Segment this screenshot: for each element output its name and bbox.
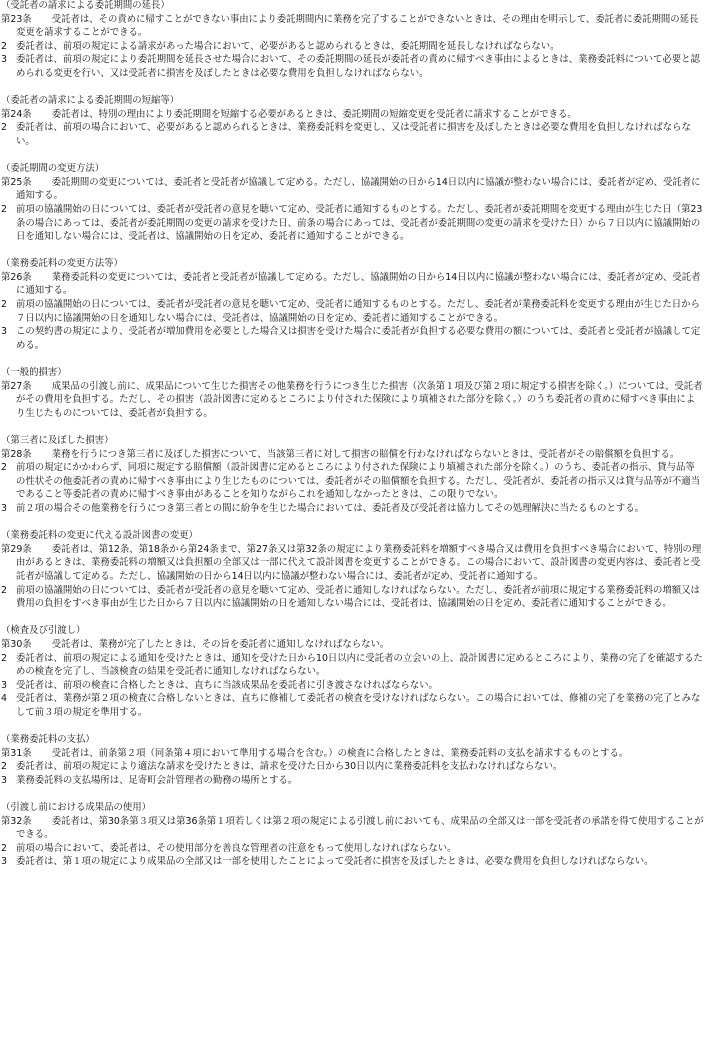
paragraph	[1, 774, 704, 788]
paragraph	[1, 325, 704, 352]
paragraph-number: 3	[1, 679, 7, 691]
paragraph	[1, 855, 704, 869]
article-text: 成果品の引渡し前に、成果品について生じた損害その他業務を行うにつき生じた損害（次条第１項及び第２項に規定する損害を除く。）については、受託者がその費用を負担する。ただし、その損害（設計図書に定めるところにより付された保険により填補された部分を除く。）のうち委託者の責めに帰すべき事由により生じたものについては、委託者が負担する。	[16, 380, 703, 419]
paragraph-number: 2	[1, 203, 7, 215]
article-number: 第27条	[1, 380, 32, 392]
paragraph-text: 前項の規定にかかわらず、同項に規定する賠償額（設計図書に定めるところにより付された保険により填補された部分を除く。）のうち、委託者の指示、貸与品等の性状その他委託者の責めに帰すべき事由により生じたものについては、委託者がその賠償額を負担する。ただし、受託者が、委託者の指示又は貸与品等が不適当であること等委託者の責めに帰すべき事由があることを知りながらこれを通知しなかったときは、この限りでない。	[16, 462, 701, 501]
paragraph-text: 委託者は、前項の規定による通知を受けたときは、通知を受けた日から10日以内に受託者の立会いの上、設計図書に定めるところにより、業務の完了を確認するための検査を完了し、当該検査の結果を受託者に通知しなければならない。	[16, 652, 703, 678]
article-number: 第23条	[1, 13, 32, 25]
paragraph	[1, 652, 704, 679]
paragraph-number: 2	[1, 299, 7, 311]
article-section	[1, 0, 704, 81]
paragraph	[1, 461, 704, 502]
paragraph	[1, 203, 704, 244]
article-heading: （第三者に及ぼした損害）	[1, 435, 114, 446]
paragraph-text: 受託者は、前項の検査に合格したときは、直ちに当該成果品を委託者に引き渡さなければならない。	[16, 679, 438, 691]
article-first-paragraph	[1, 448, 704, 462]
article-number: 第29条	[1, 543, 32, 555]
article-section	[1, 434, 704, 516]
paragraph-number: 2	[1, 652, 7, 664]
article-section	[1, 257, 704, 352]
article-number: 第31条	[1, 747, 32, 759]
article-first-paragraph	[1, 815, 704, 842]
article-heading: （検査及び引渡し）	[1, 625, 86, 637]
article-first-paragraph	[1, 543, 704, 584]
paragraph	[1, 584, 704, 611]
paragraph-text: 委託者は、前項の場合において、必要があると認められるときは、業務委託料を変更し、又は受託者に損害を及ぼしたときは必要な費用を負担しなければならない。	[16, 122, 691, 147]
article-text: 受託者は、業務が完了したときは、その旨を委託者に通知しなければならない。	[51, 638, 390, 650]
paragraph-number: 3	[1, 856, 7, 868]
paragraph-number: 2	[1, 584, 7, 596]
paragraph-text: 前項の協議開始の日については、委託者が受託者の意見を聴いて定め、受託者に通知するものとする。ただし、委託者が委託期間を変更する理由が生じた日（第23条の場合にあっては、委託者が委託期間の変更の請求を受けた日、前条の場合にあっては、受託者が委託期間の変更の請求を受けた日）から７日以内に協議開始の日を通知しない場合には、受託者は、協議開始の日を定め、委託者に通知することができる。	[16, 203, 703, 243]
paragraph-text: 委託者は、前項の規定による請求があった場合において、必要があると認められるときは、委託期間を延長しなければならない。	[16, 40, 560, 52]
paragraph-text: 前項の協議開始の日については、委託者が受託者の意見を聴いて定め、受託者に通知しなければならない。ただし、委託者が前項に規定する業務委託料の増額又は費用の負担をすべき事由が生じた日から７日以内に協議開始の日を通知しない場合には、受託者は、協議開始の日を定め、委託者に通知することができる。	[16, 584, 700, 610]
paragraph-text: 前項の場合において、委託者は、その使用部分を善良な管理者の注意をもって使用しなければならない。	[16, 842, 457, 854]
paragraph-number: 3	[1, 774, 7, 786]
article-first-paragraph	[1, 13, 704, 40]
article-text: 委託者は、第12条、第18条から第24条まで、第27条又は第32条の規定により業務委託料を増額すべき場合又は費用を負担すべき場合において、特別の理由があるときは、業務委託料の増額又は負担額の全部又は一部に代えて設計図書を変更することができる。この場合において、設計図書の変更内容は、委託者と受託者が協議して定める。ただし、協議開始の日から14日以内に協議が整わない場合には、委託者が定め、受託者に通知する。	[16, 543, 702, 582]
article-section	[1, 94, 704, 148]
paragraph	[1, 121, 704, 148]
article-heading: （委託期間の変更方法）	[1, 163, 105, 175]
paragraph-text: 受託者は、業務が第２項の検査に合格しないときは、直ちに修補して委託者の検査を受けなければならない。この場合においては、修補の完了を業務の完了とみなして前３項の規定を準用する。	[16, 693, 701, 718]
paragraph-number: 2	[1, 122, 7, 134]
paragraph-number: 3	[1, 54, 7, 66]
article-first-paragraph	[1, 380, 704, 421]
article-section	[1, 366, 704, 420]
article-first-paragraph	[1, 108, 704, 122]
article-text: 委託期間の変更については、委託者と受託者が協議して定める。ただし、協議開始の日から14日以内に協議が整わない場合には、委託者が定め、受託者に通知する。	[16, 176, 701, 202]
paragraph-text: この契約書の規定により、受託者が増加費用を必要とした場合又は損害を受けた場合に委託者が負担する必要な費用の額については、委託者と受託者が協議して定める。	[16, 326, 701, 351]
paragraph	[1, 298, 704, 325]
article-first-paragraph	[1, 176, 704, 203]
article-heading: （業務委託料の変更に代える設計図書の変更）	[1, 530, 198, 542]
article-section	[1, 162, 704, 244]
article-section	[1, 529, 704, 611]
article-heading: （一般的損害）	[1, 367, 67, 379]
paragraph-number: 3	[1, 502, 7, 514]
article-heading: （業務委託料の変更方法等）	[1, 258, 123, 270]
article-heading: （委託者の請求による委託期間の短縮等）	[1, 95, 180, 107]
paragraph	[1, 53, 704, 80]
article-number: 第24条	[1, 108, 32, 120]
paragraph-number: 2	[1, 761, 7, 773]
article-section	[1, 624, 704, 719]
article-number: 第26条	[1, 271, 32, 283]
paragraph-text: 委託者は、前項の規定により適法な請求を受けたときは、請求を受けた日から30日以内に業務委託料を支払わなければならない。	[16, 761, 563, 773]
paragraph	[1, 502, 704, 516]
article-first-paragraph	[1, 638, 704, 652]
article-heading: （受託者の請求による委託期間の延長）	[1, 0, 170, 11]
paragraph	[1, 842, 704, 856]
article-number: 第30条	[1, 638, 32, 650]
paragraph-text: 前項の協議開始の日については、委託者が受託者の意見を聴いて定め、受託者に通知するものとする。ただし、委託者が業務委託料を変更する理由が生じた日から７日以内に協議開始の日を通知しない場合には、受託者は、協議開始の日を定め、委託者に通知することができる。	[16, 299, 700, 324]
paragraph-number: 3	[1, 326, 7, 338]
article-section	[1, 733, 704, 787]
paragraph	[1, 760, 704, 774]
article-text: 業務委託料の変更については、委託者と受託者が協議して定める。ただし、協議開始の日から14日以内に協議が整わない場合には、委託者が定め、受託者に通知する。	[16, 271, 701, 297]
article-number: 第32条	[1, 815, 32, 827]
article-text: 委託者は、第30条第３項又は第36条第１項若しくは第２項の規定による引渡し前においても、成果品の全部又は一部を受託者の承諾を得て使用することができる。	[16, 815, 704, 841]
article-text: 委託者は、特別の理由により委託期間を短縮する必要があるときは、委託期間の短縮変更を受託者に請求することができる。	[51, 108, 577, 120]
article-text: 業務を行うにつき第三者に及ぼした損害について、当該第三者に対して損害の賠償を行わなければならないときは、受託者がその賠償額を負担する。	[51, 448, 680, 460]
article-number: 第28条	[1, 448, 32, 460]
article-heading: （引渡し前における成果品の使用）	[1, 802, 152, 814]
paragraph-number: 4	[1, 693, 7, 705]
paragraph-number: 2	[1, 842, 7, 854]
article-text: 受託者は、前条第２項（同条第４項において準用する場合を含む。）の検査に合格したときは、業務委託料の支払を請求するものとする。	[51, 747, 629, 759]
paragraph-text: 業務委託料の支払場所は、足寄町会計管理者の勤務の場所とする。	[16, 774, 298, 786]
paragraph-text: 委託者は、前項の規定により委託期間を延長させた場合において、その委託期間の延長が委託者の責めに帰すべき事由によるときは、業務委託料について必要と認められる変更を行い、又は受託者に損害を及ぼしたときは必要な費用を負担しなければならない。	[16, 54, 700, 79]
article-first-paragraph	[1, 271, 704, 298]
paragraph-text: 委託者は、第１項の規定により成果品の全部又は一部を使用したことによって受託者に損害を及ぼしたときは、必要な費用を負担しなければならない。	[16, 856, 654, 868]
article-number: 第25条	[1, 176, 32, 188]
paragraph	[1, 679, 704, 693]
paragraph	[1, 40, 704, 54]
article-section	[1, 801, 704, 869]
article-first-paragraph	[1, 747, 704, 761]
paragraph-number: 2	[1, 462, 7, 474]
paragraph-text: 前２項の場合その他業務を行うにつき第三者との間に紛争を生じた場合においては、委託者及び受託者は協力してその処理解決に当たるものとする。	[16, 502, 644, 514]
article-text: 受託者は、その責めに帰すことができない事由により委託期間内に業務を完了することができないときは、その理由を明示して、委託者に委託期間の延長変更を請求することができる。	[16, 13, 699, 39]
paragraph	[1, 692, 704, 719]
paragraph-number: 2	[1, 40, 7, 52]
article-heading: （業務委託料の支払）	[1, 734, 95, 746]
